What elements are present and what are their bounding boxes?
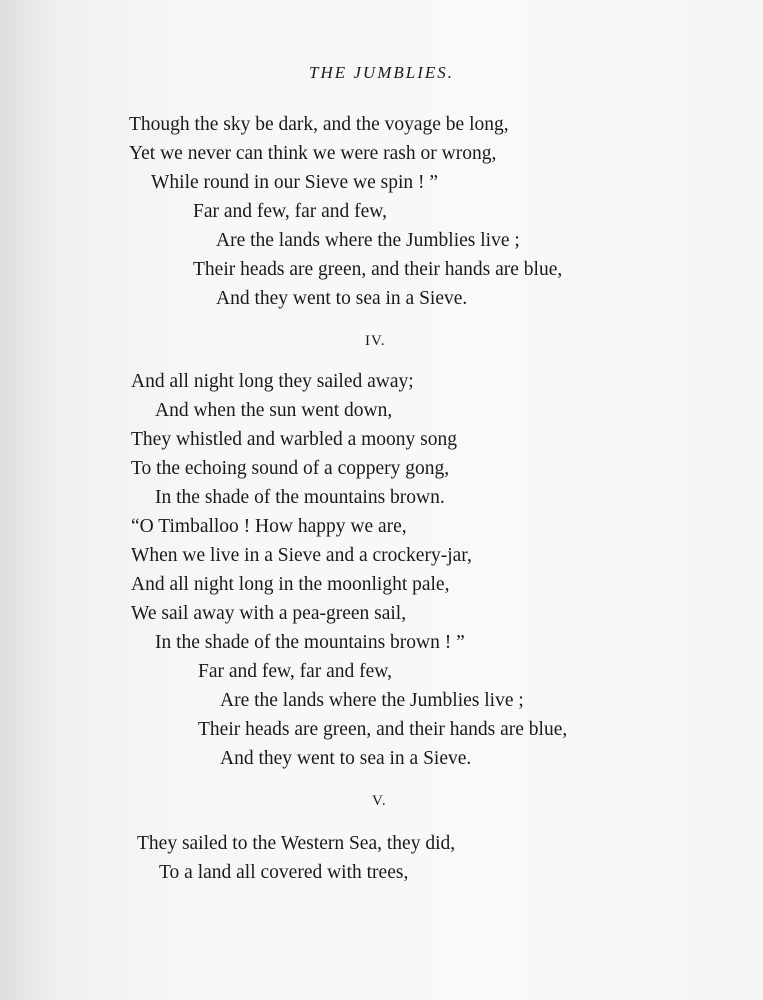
poem-line: Are the lands where the Jumblies live ; [216,230,520,251]
poem-line: While round in our Sieve we spin ! ” [151,172,439,193]
poem-line: And when the sun went down, [155,400,393,421]
poem-line: “O Timballoo ! How happy we are, [131,516,407,537]
poem-line: Are the lands where the Jumblies live ; [220,690,524,711]
poem-line: Far and few, far and few, [198,661,393,682]
stanza-number: V. [372,793,387,809]
running-head: THE JUMBLIES. [309,63,454,82]
poem-line: They whistled and warbled a moony song [131,429,458,450]
stanza-number: IV. [365,333,386,349]
poem-line: Yet we never can think we were rash or wrong, [129,143,497,164]
poem-line: We sail away with a pea-green sail, [131,603,407,624]
poem-line: To the echoing sound of a coppery gong, [131,458,450,479]
poem-line: And all night long they sailed away; [131,371,414,392]
poem-line: And they went to sea in a Sieve. [216,288,468,309]
poem-line: They sailed to the Western Sea, they did, [137,833,456,854]
poem-line: In the shade of the mountains brown ! ” [155,632,465,653]
poem-line: Far and few, far and few, [193,201,388,222]
poem-line: Though the sky be dark, and the voyage be long, [129,114,509,135]
poem-line: Their heads are green, and their hands are blue, [198,719,568,740]
poem-line: And they went to sea in a Sieve. [220,748,472,769]
poem-line: To a land all covered with trees, [159,862,409,883]
poem-line: Their heads are green, and their hands are blue, [193,259,563,280]
poem-line: In the shade of the mountains brown. [155,487,445,508]
poem-line: When we live in a Sieve and a crockery-jar, [131,545,472,566]
poem-line: And all night long in the moonlight pale, [131,574,450,595]
